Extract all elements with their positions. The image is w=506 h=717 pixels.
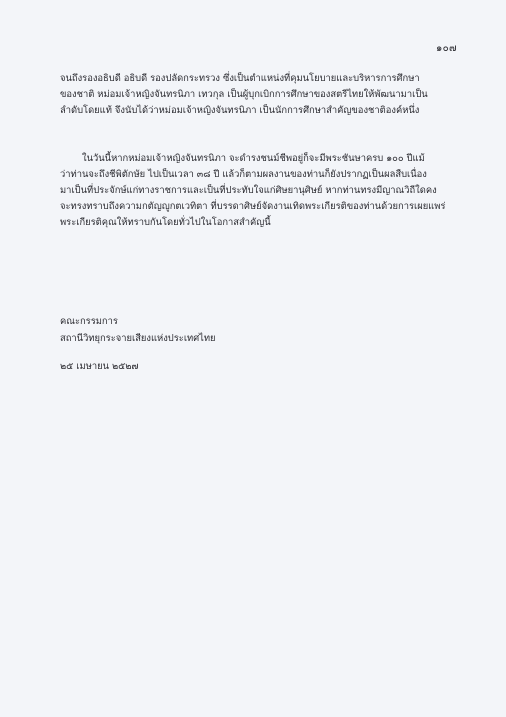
paragraph-2-line: ว่าท่านจะถึงชีพิตักษัย ไปเป็นเวลา ๓๘ ปี แล้วก็ตามผลงานของท่านก็ยังปรากฏเป็นผลสืบเนื่อง <box>60 169 427 180</box>
paragraph-2-line: จะทรงทราบถึงความกตัญญูกตเวทิตา ที่บรรดาศิษย์จัดงานเทิดพระเกียรติของท่านด้วยการเผยแพร่ <box>60 201 446 212</box>
paragraph-2-line: มาเป็นที่ประจักษ์แก่ทางราชการและเป็นที่ประทับใจแก่ศิษยานุศิษย์ หากท่านทรงมีญาณวิถีใดคง <box>60 185 437 196</box>
paragraph-1-line: ลำดับโดยแท้ จึงนับได้ว่าหม่อมเจ้าหญิงจันทรนิภา เป็นนักการศึกษาสำคัญของชาติองค์หนึ่ง <box>60 105 420 116</box>
paragraph-1 <box>60 71 452 119</box>
document-date: ๒๕ เมษายน ๒๕๒๗ <box>60 361 139 372</box>
paragraph-1-line: ของชาติ หม่อมเจ้าหญิงจันทรนิภา เทวกุล เป็นผู้บุกเบิกการศึกษาของสตรีไทยให้พัฒนามาเป็น <box>60 89 428 100</box>
paragraph-2-line: ในวันนี้หากหม่อมเจ้าหญิงจันทรนิภา จะดำรงชนม์ชีพอยู่ก็จะมีพระชันษาครบ ๑๐๐ ปีแม้ <box>82 153 425 164</box>
paragraph-2 <box>60 151 452 231</box>
page-number: ๑๐๗ <box>436 43 457 54</box>
committee-label: คณะกรรมการ <box>60 316 118 327</box>
paragraph-2-line: พระเกียรติคุณให้ทราบกันโดยทั่วไปในโอกาสสำคัญนี้ <box>60 217 271 228</box>
signature-block <box>60 313 216 375</box>
organization-name: สถานีวิทยุกระจายเสียงแห่งประเทศไทย <box>60 333 216 344</box>
paragraph-1-line: จนถึงรองอธิบดี อธิบดี รองปลัดกระทรวง ซึ่งเป็นตำแหน่งที่คุมนโยบายและบริหารการศึกษา <box>60 73 420 84</box>
